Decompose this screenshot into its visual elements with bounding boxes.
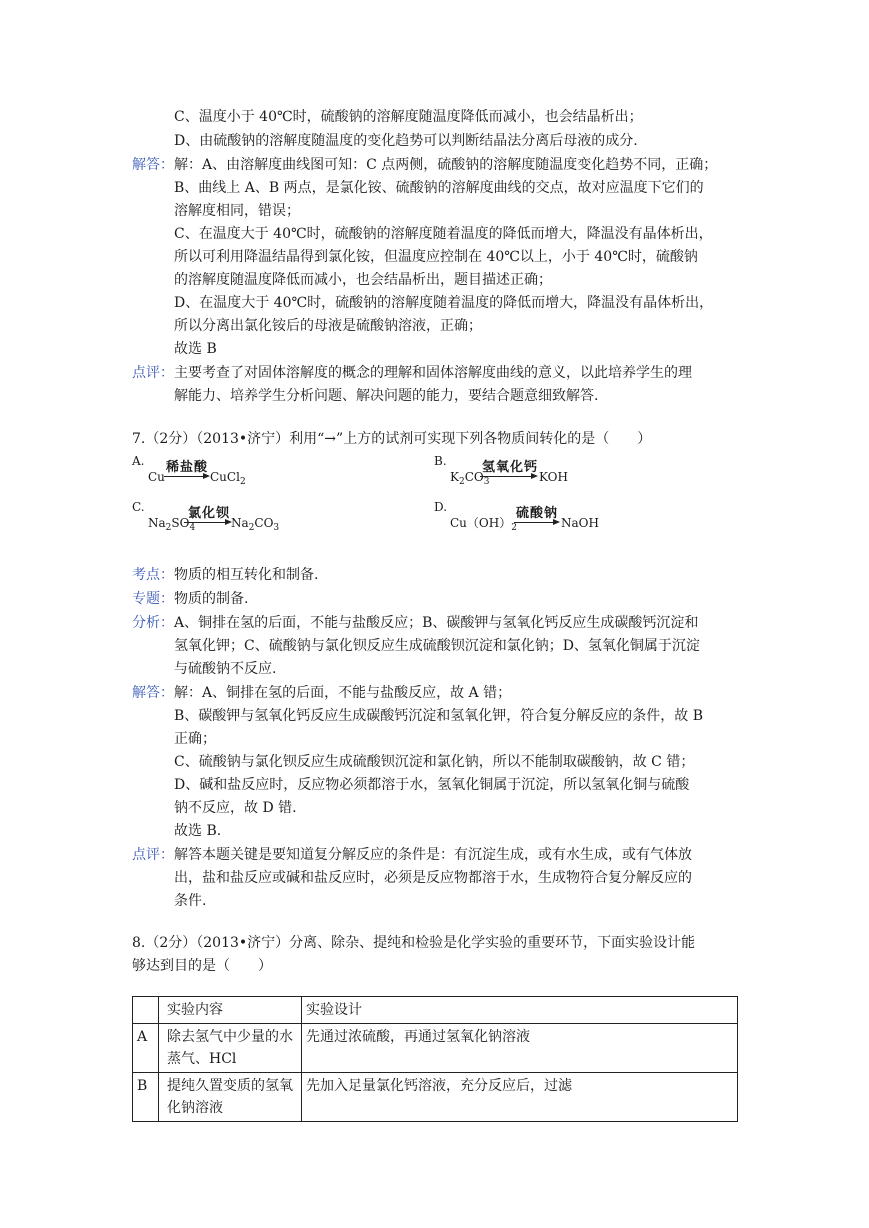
q7-analysis-label: 分析： — [132, 615, 174, 631]
q7-option-d-reagent: 硫酸钠 — [516, 506, 559, 521]
q7-point-label: 考点： — [132, 567, 174, 583]
q6-comment-label: 点评： — [132, 365, 174, 381]
q6-answer-label: 解答： — [132, 157, 174, 173]
q8-table — [132, 996, 738, 1122]
q7-stem: 7.（2分）（2013•济宁）利用“→”上方的试剂可实现下列各物质间转化的是（ ） — [132, 431, 652, 447]
q6-comment-line: 解能力、培养学生分析问题、解决问题的能力，要结合题意细致解答. — [174, 388, 599, 404]
q7-option-b-to: KOH — [539, 470, 568, 484]
q7-answer-line: 钠不反应，故 D 错. — [174, 800, 297, 816]
q7-option-a-arrow-line — [164, 476, 204, 477]
q7-point: 物质的相互转化和制备. — [174, 567, 319, 583]
table-row — [133, 1024, 738, 1073]
q7-option-d-to: NaOH — [561, 516, 599, 530]
q8-stem-line: 8.（2分）（2013•济宁）分离、除杂、提纯和检验是化学实验的重要环节，下面实验设计能 — [132, 935, 696, 951]
q7-answer-line: D、碱和盐反应时，反应物必须都溶于水，氢氧化铜属于沉淀，所以氢氧化铜与硫酸 — [174, 777, 690, 793]
q7-option-d-arrow-line — [514, 522, 554, 523]
q7-option-c-to: $Na_2CO_3$ — [231, 516, 280, 533]
table-header-cell: 实验内容 — [159, 997, 302, 1024]
q6-answer-line: C、在温度大于 40℃时，硫酸钠的溶解度随着温度的降低而增大，降温没有晶体析出， — [174, 226, 713, 242]
q7-comment-line: 条件. — [174, 893, 207, 909]
q7-topic: 物质的制备. — [174, 591, 249, 607]
table-row — [133, 1073, 738, 1122]
table-cell-content: 除去氢气中少量的水蒸气、HCl — [159, 1024, 302, 1073]
table-cell-design: 先加入足量氯化钙溶液，充分反应后，过滤 — [302, 1073, 738, 1122]
q7-option-d-from: $Cu(OH)_2$ — [450, 516, 517, 533]
q7-option-a-from: Cu — [148, 470, 165, 484]
table-header-cell: 实验设计 — [302, 997, 738, 1024]
q7-comment-line: 解答本题关键是要知道复分解反应的条件是：有沉淀生成，或有水生成，或有气体放 — [174, 847, 692, 863]
table-cell-design: 先通过浓硫酸，再通过氢氧化钠溶液 — [302, 1024, 738, 1073]
q6-answer-line: 故选 B — [174, 341, 217, 357]
q7-option-c-from: $Na_2SO_4$ — [148, 516, 196, 533]
q7-answer-line: B、碳酸钾与氢氧化钙反应生成碳酸钙沉淀和氢氧化钾，符合复分解反应的条件，故 B — [174, 708, 704, 724]
q7-option-a-to: CuCl$_2$ — [210, 470, 246, 487]
table-cell-label: A — [133, 1024, 159, 1073]
q8-stem-line: 够达到目的是（ ） — [132, 958, 272, 974]
q6-answer-line: 所以分离出氯化铵后的母液是硫酸钠溶液，正确； — [174, 318, 482, 334]
q7-comment-label: 点评： — [132, 847, 174, 863]
q6-answer-line: 所以可利用降温结晶得到氯化铵，但温度应控制在 40℃以上，小于 40℃时，硫酸钠 — [174, 249, 698, 265]
q7-answer-line: 故选 B. — [174, 823, 222, 839]
q7-option-b-reagent: 氢氧化钙 — [482, 460, 539, 475]
q7-option-b-arrow-head — [531, 473, 538, 479]
q7-answer-line: 解：A、铜排在氢的后面，不能与盐酸反应，故 A 错； — [174, 685, 512, 701]
q7-answer-line: 正确； — [174, 731, 216, 747]
q7-option-c-arrow-line — [184, 522, 226, 523]
q7-answer-line: C、硫酸钠与氯化钡反应生成硫酸钡沉淀和氯化钠，所以不能制取碳酸钠，故 C 错； — [174, 754, 695, 770]
q7-option-b-letter: B. — [434, 454, 447, 468]
q7-comment-line: 出，盐和盐反应或碱和盐反应时，必须是反应物都溶于水，生成物符合复分解反应的 — [174, 870, 692, 886]
table-header-cell — [133, 997, 159, 1024]
q7-option-c-letter: C. — [132, 500, 145, 514]
table-header-row — [133, 997, 738, 1024]
q6-answer-line: D、在温度大于 40℃时，硫酸钠的溶解度随着温度的降低而增大，降温没有晶体析出， — [174, 295, 714, 311]
q6-comment-line: 主要考查了对固体溶解度的概念的理解和固体溶解度曲线的意义，以此培养学生的理 — [174, 365, 692, 381]
q7-analysis-line: 氢氧化钾；C、硫酸钠与氯化钡反应生成硫酸钡沉淀和氯化钠；D、氢氧化铜属于沉淀 — [174, 638, 700, 654]
q6-answer-line: 解：A、由溶解度曲线图可知：C 点两侧，硫酸钠的溶解度随温度变化趋势不同，正确； — [174, 157, 718, 173]
q6-answer-line: B、曲线上 A、B 两点，是氯化铵、硫酸钠的溶解度曲线的交点，故对应温度下它们的 — [174, 180, 704, 196]
table-cell-content: 提纯久置变质的氢氧化钠溶液 — [159, 1073, 302, 1122]
q6-option-c: C、温度小于 40℃时，硫酸钠的溶解度随温度降低而减小，也会结晶析出； — [174, 109, 643, 125]
q7-analysis-line: A、铜排在氢的后面，不能与盐酸反应；B、碳酸钾与氢氧化钙反应生成碳酸钙沉淀和 — [174, 615, 699, 631]
q7-analysis-line: 与硫酸钠不反应. — [174, 661, 277, 677]
table-cell-label: B — [133, 1073, 159, 1122]
q7-option-b-arrow-line — [480, 476, 532, 477]
q6-answer-line: 溶解度相同，错误； — [174, 203, 300, 219]
q7-option-d-letter: D. — [434, 500, 448, 514]
q7-topic-label: 专题： — [132, 591, 174, 607]
q7-option-d-arrow-head — [553, 519, 560, 525]
q7-option-a-arrow-head — [203, 473, 210, 479]
q7-option-a-letter: A. — [132, 454, 145, 468]
q6-option-d: D、由硫酸钠的溶解度随温度的变化趋势可以判断结晶法分离后母液的成分. — [174, 133, 638, 149]
q7-option-c-reagent: 氯化钡 — [188, 506, 231, 521]
q6-answer-line: 的溶解度随温度降低而减小，也会结晶析出，题目描述正确； — [174, 272, 552, 288]
q7-answer-label: 解答： — [132, 685, 174, 701]
q7-option-b-from: $K_2CO_3$ — [450, 470, 490, 487]
q7-option-a-reagent: 稀盐酸 — [166, 460, 209, 475]
